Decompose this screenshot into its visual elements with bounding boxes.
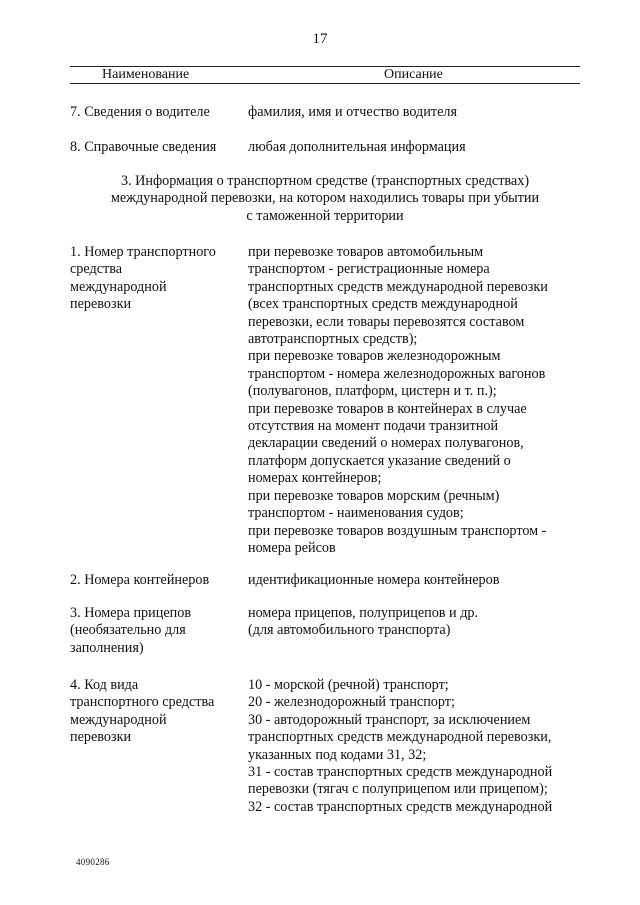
row-description-line: (для автомобильного транспорта): [248, 622, 451, 639]
row-description: [248, 139, 582, 156]
row-description-line: при перевозке товаров морским (речным): [248, 487, 500, 504]
row-name-line: транспортного средства: [70, 694, 215, 711]
row-name-line: средства: [70, 261, 123, 278]
row-name-line: 2. Номера контейнеров: [70, 572, 210, 588]
row-description: [248, 244, 582, 557]
row-description-line: транспортных средств международной перевозки,: [248, 729, 552, 746]
row-description: [248, 104, 582, 121]
section-heading: [70, 173, 580, 225]
section-heading-line: с таможенной территории: [246, 207, 404, 224]
row-description-line: перевозки, если товары перевозятся составом: [248, 313, 525, 330]
row-description: [248, 677, 582, 816]
section-heading-line: 3. Информация о транспортном средстве (транспортных средствах): [120, 173, 530, 189]
row-name-line: 8. Справочные сведения: [70, 139, 217, 155]
row-description-line: номера прицепов, полуприцепов и др.: [248, 605, 479, 621]
row-description-line: номерах контейнеров;: [248, 470, 382, 487]
row-description-line: любая дополнительная информация: [248, 139, 466, 155]
row-description-line: 32 - состав транспортных средств международной: [248, 798, 553, 815]
row-description-line: автотранспортных средств);: [248, 331, 418, 348]
row-description-line: идентификационные номера контейнеров: [248, 572, 500, 588]
row-description-line: 20 - железнодорожный транспорт;: [248, 694, 455, 711]
row-description-line: фамилия, имя и отчество водителя: [248, 104, 457, 120]
row-name-line: международной: [70, 711, 167, 728]
name-column-header: Наименование: [102, 67, 190, 82]
section-heading-line: международной перевозки, на котором находились товары при убытии: [110, 190, 540, 207]
description-column-header: Описание: [384, 67, 443, 82]
row-description-line: транспортом - наименования судов;: [248, 505, 464, 522]
row-description-line: при перевозке товаров железнодорожным: [248, 348, 501, 365]
row-description-line: при перевозке товаров автомобильным: [248, 244, 484, 260]
row-name-line: (необязательно для: [70, 622, 186, 639]
row-description-line: отсутствия на момент подачи транзитной: [248, 418, 499, 435]
row-description-line: транспортом - регистрационные номера: [248, 261, 490, 278]
row-description-line: при перевозке товаров в контейнерах в случае: [248, 400, 527, 417]
row-description-line: транспортных средств международной перевозки: [248, 278, 548, 295]
row-name: [70, 104, 240, 121]
row-description-line: транспортом - номера железнодорожных вагонов: [248, 365, 546, 382]
row-description-line: перевозки (тягач с полуприцепом или прицепом);: [248, 781, 548, 798]
row-description-line: при перевозке товаров воздушным транспортом -: [248, 522, 547, 539]
document-code: 4090286: [76, 857, 110, 867]
row-name-line: 4. Код вида: [70, 677, 139, 693]
row-description-line: 30 - автодорожный транспорт, за исключением: [248, 711, 531, 728]
row-description-line: (полувагонов, платформ, цистерн и т. п.);: [248, 383, 497, 400]
row-description-line: номера рейсов: [248, 539, 336, 556]
page-number: 17: [312, 31, 328, 47]
table-header: [70, 66, 580, 84]
row-name: [70, 244, 240, 314]
row-name: [70, 139, 240, 156]
row-description-line: декларации сведений о номерах полувагонов,: [248, 435, 524, 452]
row-name: [70, 677, 240, 747]
row-name: [70, 605, 240, 657]
row-name-line: заполнения): [70, 639, 144, 656]
row-description: [248, 605, 582, 640]
row-name-line: перевозки: [70, 296, 132, 313]
row-description-line: 31 - состав транспортных средств международной: [248, 764, 553, 781]
row-name-line: международной: [70, 278, 167, 295]
row-description-line: указанных под кодами 31, 32;: [248, 746, 427, 763]
row-name-line: перевозки: [70, 729, 132, 746]
row-name-line: 3. Номера прицепов: [70, 605, 192, 621]
row-description-line: (всех транспортных средств международной: [248, 296, 518, 313]
row-name: [70, 572, 240, 589]
row-name-line: 1. Номер транспортного: [70, 244, 216, 260]
row-description-line: платформ допускается указание сведений о: [248, 452, 511, 469]
row-description-line: 10 - морской (речной) транспорт;: [248, 677, 449, 693]
row-name-line: 7. Сведения о водителе: [70, 104, 210, 120]
row-description: [248, 572, 582, 589]
